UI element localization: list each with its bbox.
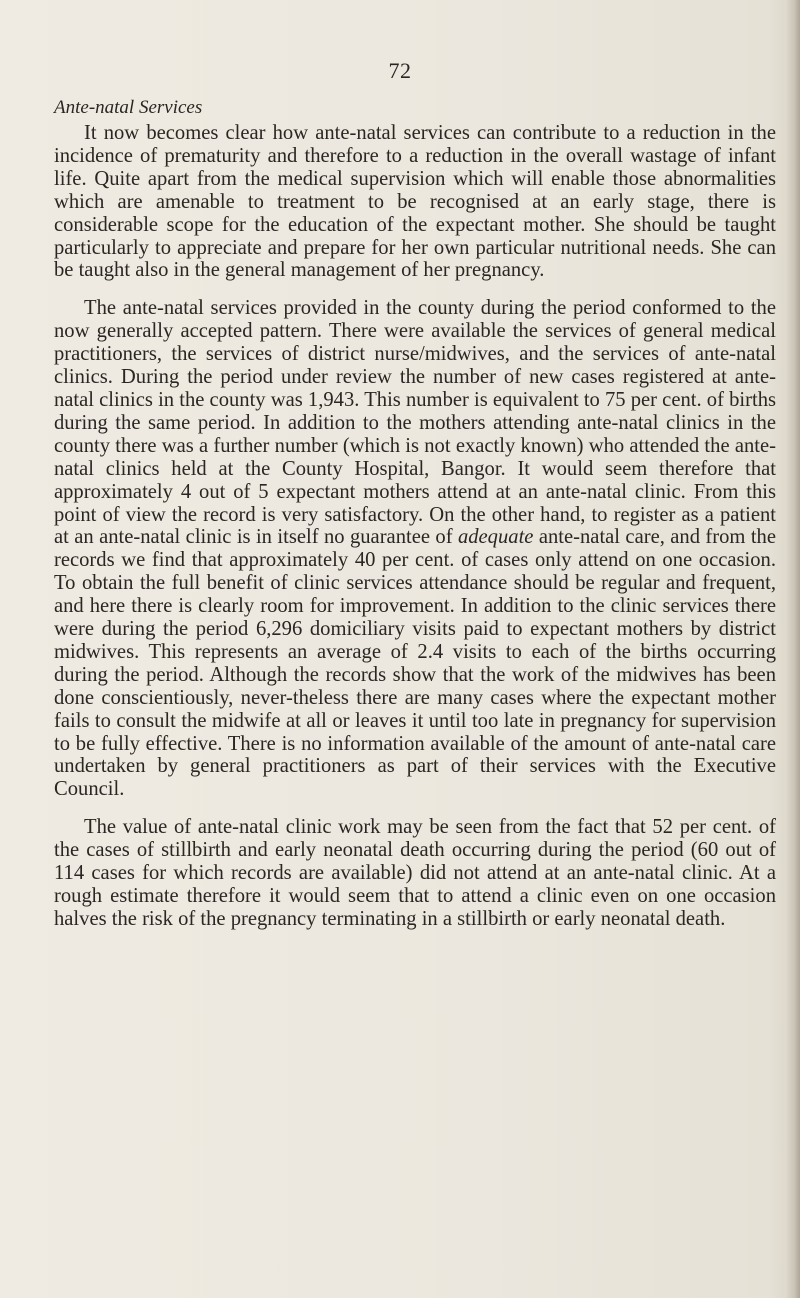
paragraph-2	[54, 297, 776, 801]
body-text	[54, 122, 776, 931]
page-number: 72	[388, 58, 412, 83]
section-heading: Ante-natal Services	[54, 97, 203, 118]
emphasized-word: adequate	[457, 526, 534, 549]
paragraph-3: The value of ante-natal clinic work may be seen from the fact that 52 per cent. of the cases of stillbirth and early neonatal death occurring during the period (60 out of 114 cases for which records are available) did not attend at an ante-natal clinic. At a rough estimate therefore it would seem that to attend a clinic even on one occasion halves the risk of the pregnancy terminating in a stillbirth or early neonatal death.	[54, 816, 776, 930]
page-edge-shadow	[786, 0, 800, 1298]
paragraph-2-text-end: ante-natal care, and from the records we find that approximately 40 per cent. of cases only attend on one occasion. To obtain the full benefit of clinic services attendance should be regular and frequent, and here there is clearly room for improvement. In addition to the clinic services there were during the period 6,296 domiciliary visits paid to expectant mothers by district midwives. This represents an average of 2.4 visits to each of the births occurring during the period. Although the records show that the work of the midwives has been done conscientiously, never-theless there are many cases where the expectant mother fails to consult the midwife at all or leaves it until too late in pregnancy for supervision to be fully effective. There is no information available of the amount of ante-natal care undertaken by general practitioners as part of their services with the Executive Council.	[54, 526, 776, 801]
paragraph-1: It now becomes clear how ante-natal services can contribute to a reduction in the incidence of prematurity and therefore to a reduction in the overall wastage of infant life. Quite apart from the medical supervision which will enable those abnormalities which are amenable to treatment to be recognised at an early stage, there is considerable scope for the education of the expectant mother. She should be taught particularly to appreciate and prepare for her own particular nutritional needs. She can be taught also in the general management of her pregnancy.	[54, 122, 776, 282]
paragraph-2-text-start: The ante-natal services provided in the county during the period conformed to the now generally accepted pattern. There were available the services of general medical practitioners, the services of district nurse/midwives, and the services of ante-natal clinics. During the period under review the number of new cases registered at ante-natal clinics in the county was 1,943. This number is equivalent to 75 per cent. of births during the same period. In addition to the mothers attending ante-natal clinics in the county there was a further number (which is not exactly known) who attended the ante-natal clinics held at the County Hospital, Bangor. It would seem therefore that approximately 4 out of 5 expectant mothers attend at an ante-natal clinic. From this point of view the record is very satisfactory. On the other hand, to register as a patient at an ante-natal clinic is in itself no guarantee of	[54, 297, 776, 549]
